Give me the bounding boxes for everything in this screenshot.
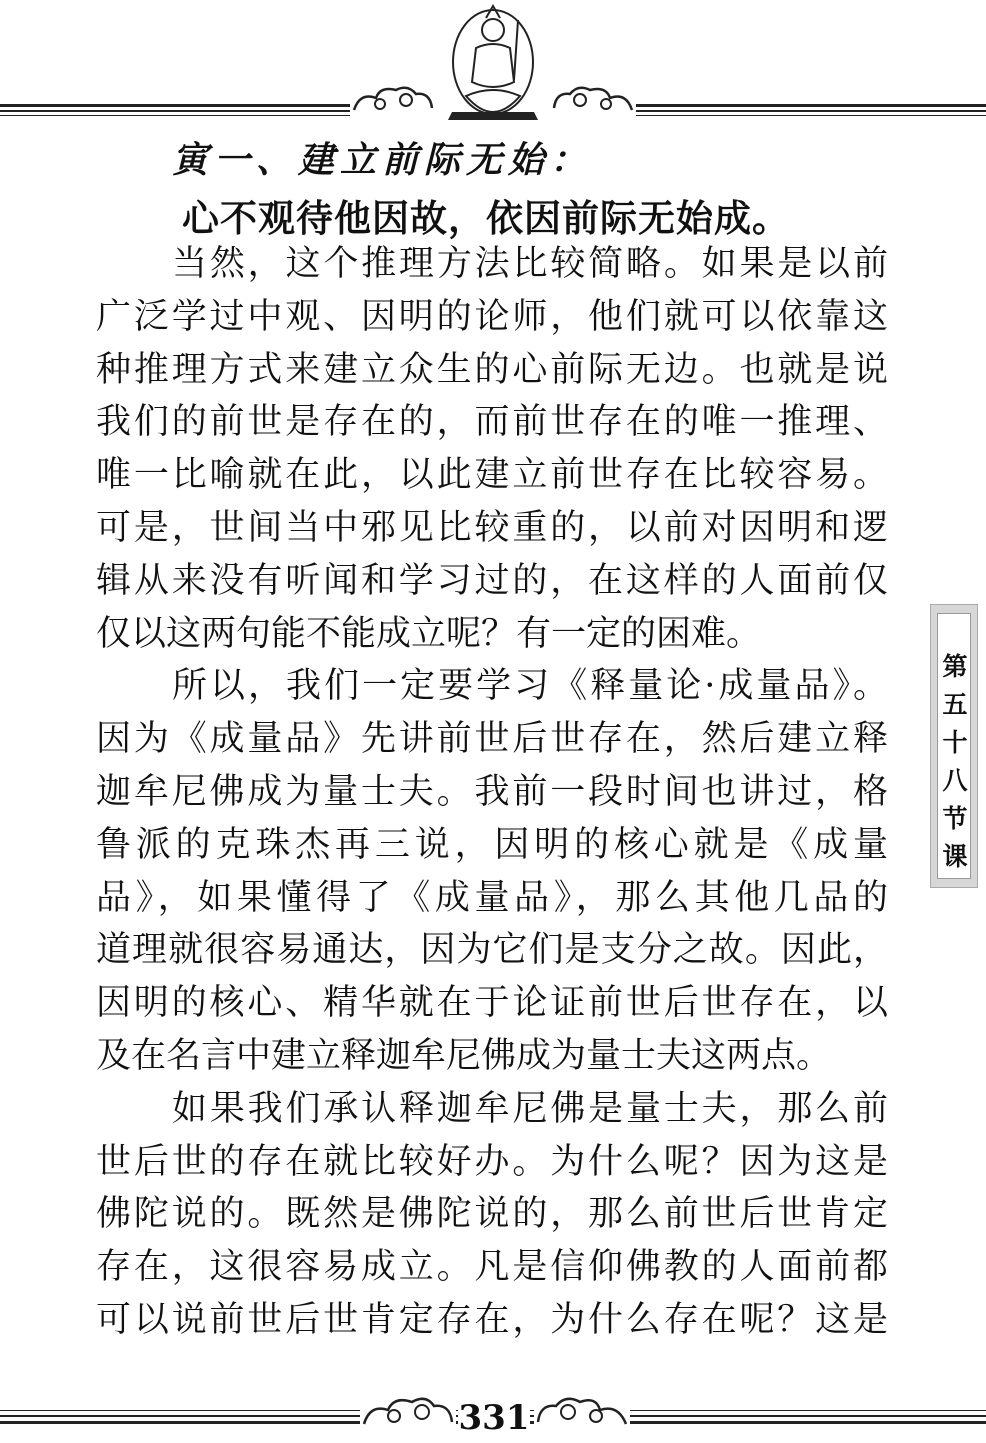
footer-cloud-left-icon [360, 1392, 456, 1432]
page-number: 331 [458, 1394, 530, 1442]
body-text [96, 238, 888, 1347]
body-line: 唯一比喻就在此，以此建立前世存在比较容易。 [96, 455, 888, 496]
padmasambhava-emblem-icon [436, 0, 550, 122]
body-line: 迦牟尼佛成为量士夫。我前一段时间也讲过，格 [96, 771, 888, 812]
body-line: 如果我们承认释迦牟尼佛是量士夫，那么前 [172, 1088, 888, 1129]
body-line: 因为《成量品》先讲前世后世存在，然后建立释 [96, 719, 888, 760]
body-line: 我们的前世是存在的，而前世存在的唯一推理、 [96, 402, 888, 443]
body-line: 及在名言中建立释迦牟尼佛成为量士夫这两点。 [96, 1035, 832, 1076]
body-line: 存在，这很容易成立。凡是信仰佛教的人面前都 [96, 1247, 888, 1288]
footer-cloud-right-icon [534, 1392, 630, 1432]
body-line: 广泛学过中观、因明的论师，他们就可以依靠这 [96, 296, 888, 337]
body-line: 品》，如果懂得了《成量品》，那么其他几品的 [96, 877, 888, 918]
section-heading: 寅一、建立前际无始： [172, 139, 593, 181]
body-line: 可以说前世后世肯定存在，为什么存在呢？这是 [96, 1299, 888, 1340]
body-line: 世后世的存在就比较好办。为什么呢？因为这是 [96, 1141, 888, 1182]
body-line: 道理就很容易通达，因为它们是支分之故。因此， [96, 930, 888, 971]
header-cloud-left-icon [350, 82, 436, 118]
body-line: 仅以这两句能不能成立呢？有一定的困难。 [96, 613, 762, 654]
root-verse: 心不观待他因故，依因前际无始成。 [182, 197, 790, 240]
chapter-side-tab [930, 604, 978, 888]
body-line: 鲁派的克珠杰再三说，因明的核心就是《成量 [96, 824, 888, 865]
body-line: 佛陀说的。既然是佛陀说的，那么前世后世肯定 [96, 1194, 888, 1235]
chapter-side-tab-label: 第五十八节课 [942, 652, 968, 871]
body-line: 所以，我们一定要学习《释量论·成量品》。 [172, 666, 888, 707]
body-line: 因明的核心、精华就在于论证前世后世存在，以 [96, 983, 888, 1024]
body-line: 种推理方式来建立众生的心前际无边。也就是说 [96, 349, 888, 390]
body-line: 辑从来没有听闻和学习过的，在这样的人面前仅 [96, 560, 888, 601]
body-line: 可是，世间当中邪见比较重的，以前对因明和逻 [96, 507, 888, 548]
body-line: 当然，这个推理方法比较简略。如果是以前 [172, 244, 888, 284]
header-cloud-right-icon [550, 82, 636, 118]
